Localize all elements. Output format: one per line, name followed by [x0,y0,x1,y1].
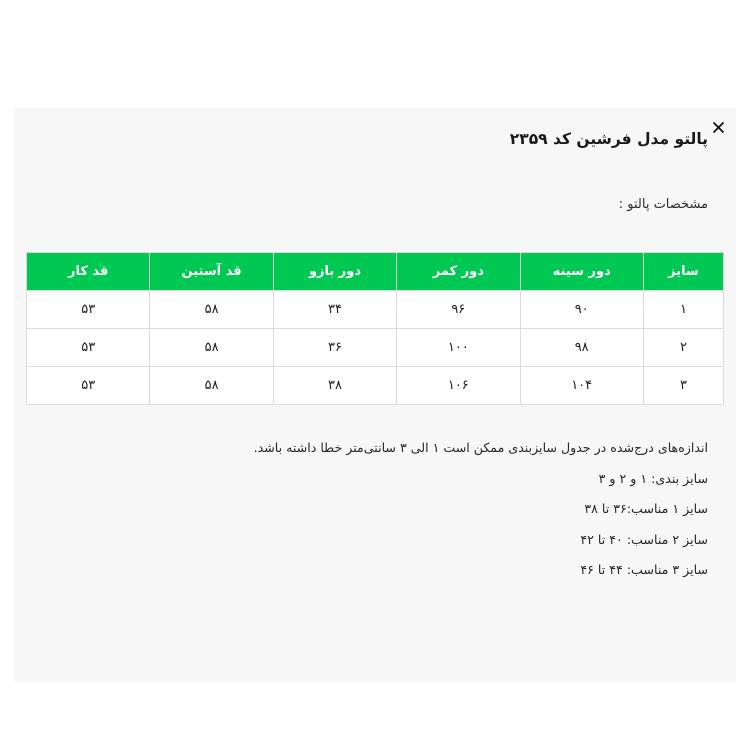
table-row [27,291,724,329]
size-guide-modal [14,108,736,682]
size-table [26,252,724,405]
table-row [27,367,724,405]
table-header-row [27,253,724,291]
cell-body-length: ۵۳ [27,367,150,405]
page-title: پالتو مدل فرشین کد ۲۳۵۹ [509,130,708,148]
cell-arm: ۳۸ [273,367,396,405]
cell-arm: ۳۶ [273,329,396,367]
note-tolerance: اندازه‌های درج‌شده در جدول سایزبندی ممکن است ۱ الی ۳ سانتی‌متر خطا داشته باشد. [253,440,708,455]
cell-waist: ۱۰۰ [397,329,520,367]
column-header-sleeve-length: قد آستین [150,253,273,291]
cell-chest: ۹۸ [520,329,643,367]
note-size-2-fit: سایز ۲ مناسب: ۴۰ تا ۴۲ [580,531,708,547]
cell-size: ۱ [643,291,723,329]
cell-arm: ۳۴ [273,291,396,329]
cell-waist: ۹۶ [397,291,520,329]
cell-sleeve-length: ۵۸ [150,367,273,405]
cell-sleeve-length: ۵۸ [150,329,273,367]
cell-waist: ۱۰۶ [397,367,520,405]
table-row [27,329,724,367]
size-notes [48,442,708,577]
note-sizing-range: سایز بندی: ۱ و ۲ و ۳ [598,470,708,486]
column-header-waist: دور کمر [397,253,520,291]
column-header-chest: دور سینه [520,253,643,291]
cell-chest: ۱۰۴ [520,367,643,405]
note-size-3-fit: سایز ۳ مناسب: ۴۴ تا ۴۶ [580,562,708,578]
cell-body-length: ۵۳ [27,329,150,367]
cell-body-length: ۵۳ [27,291,150,329]
close-icon[interactable] [705,114,731,140]
cell-size: ۲ [643,329,723,367]
note-size-1-fit: سایز ۱ مناسب:۳۶ تا ۳۸ [584,501,708,517]
column-header-arm: دور بازو [273,253,396,291]
cell-chest: ۹۰ [520,291,643,329]
cell-size: ۳ [643,367,723,405]
specs-subtitle: مشخصات پالتو : [618,197,708,212]
cell-sleeve-length: ۵۸ [150,291,273,329]
column-header-body-length: قد کار [27,253,150,291]
column-header-size: سایز [643,253,723,291]
size-table-container [26,252,724,405]
